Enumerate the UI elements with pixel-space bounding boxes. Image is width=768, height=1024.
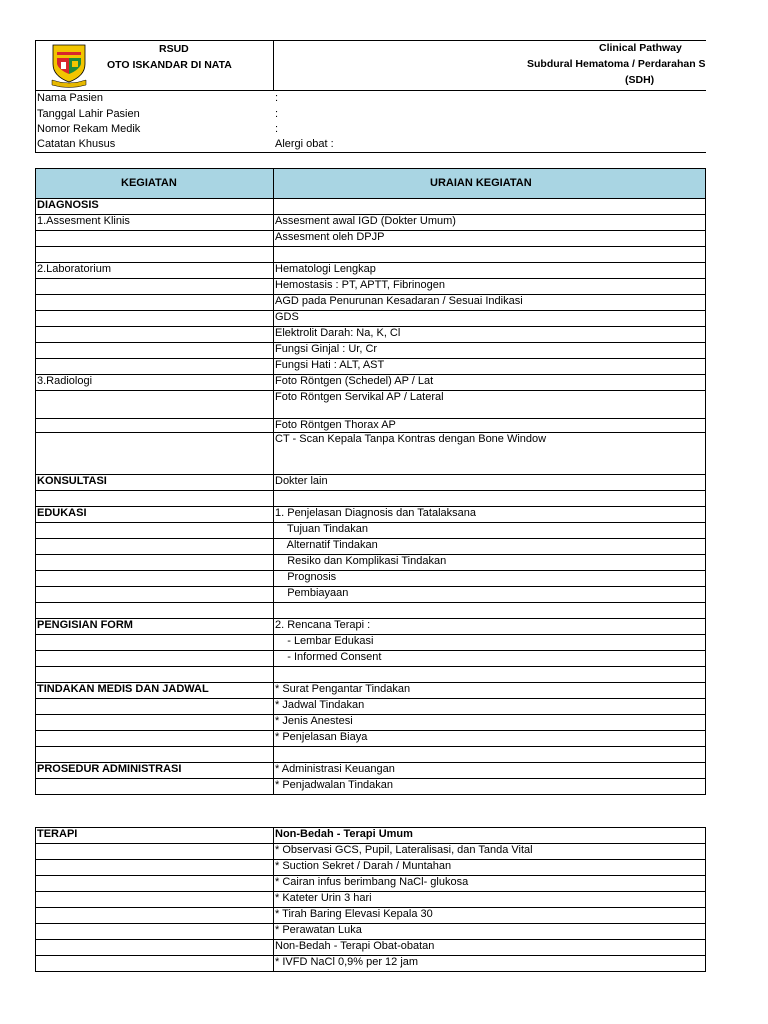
table-row: [35, 682, 706, 698]
row-activity-label: 1.Assesment Klinis: [37, 215, 130, 227]
hospital-logo-icon: [49, 42, 89, 88]
document-header: [35, 40, 706, 91]
table-row: [35, 432, 706, 474]
table-row: [35, 762, 706, 778]
row-activity-detail: Alternatif Tindakan: [275, 539, 378, 551]
table-row: [35, 522, 706, 538]
table-row: [35, 778, 706, 794]
table-row: [35, 714, 706, 730]
row-activity-detail: * Surat Pengantar Tindakan: [275, 683, 411, 695]
table-border-bottom: [35, 794, 706, 795]
row-activity-detail: * Penjelasan Biaya: [275, 731, 368, 743]
table-row: [35, 746, 706, 762]
row-activity-label: 3.Radiologi: [37, 375, 93, 387]
row-activity-label: KONSULTASI: [37, 475, 107, 487]
row-activity-detail: Dokter lain: [275, 475, 328, 487]
row-activity-detail: * Kateter Urin 3 hari: [275, 892, 372, 904]
row-activity-label: TERAPI: [37, 828, 78, 840]
patient-name-label: Nama Pasien: [37, 92, 104, 104]
row-activity-label: PENGISIAN FORM: [37, 619, 133, 631]
patient-dob-label: Tanggal Lahir Pasien: [37, 108, 140, 120]
row-activity-label: EDUKASI: [37, 507, 87, 519]
table-row: [35, 698, 706, 714]
patient-info: [35, 91, 706, 153]
row-activity-label: 2.Laboratorium: [37, 263, 111, 275]
table-row: [35, 374, 706, 390]
row-activity-detail: * Suction Sekret / Darah / Muntahan: [275, 860, 452, 872]
table-row: [35, 586, 706, 602]
table-row: [35, 634, 706, 650]
doc-abbrev: (SDH): [625, 74, 655, 86]
table-row: [35, 198, 706, 214]
row-activity-detail: Tujuan Tindakan: [275, 523, 368, 535]
row-activity-detail: Elektrolit Darah: Na, K, Cl: [275, 327, 401, 339]
table-row: [35, 955, 706, 971]
medical-record-value[interactable]: :: [275, 123, 279, 135]
table-row: [35, 418, 706, 432]
table-row: [35, 358, 706, 374]
table-row: [35, 490, 706, 506]
row-activity-detail: * Cairan infus berimbang NaCl- glukosa: [275, 876, 469, 888]
special-notes-label: Catatan Khusus: [37, 138, 116, 150]
doc-title: Clinical Pathway: [599, 42, 682, 54]
row-activity-detail: Assesment oleh DPJP: [275, 231, 385, 243]
patient-dob-value[interactable]: :: [275, 108, 279, 120]
table-row: [35, 310, 706, 326]
table-row: [35, 246, 706, 262]
row-activity-detail: AGD pada Penurunan Kesadaran / Sesuai Indikasi: [275, 295, 523, 307]
table-row: [35, 618, 706, 634]
table-row: [35, 843, 706, 859]
row-activity-label: TINDAKAN MEDIS DAN JADWAL: [37, 683, 209, 695]
row-activity-detail: 1. Penjelasan Diagnosis dan Tatalaksana: [275, 507, 476, 519]
table-row: [35, 666, 706, 682]
table-row: [35, 278, 706, 294]
table-row: [35, 650, 706, 666]
row-activity-detail: Resiko dan Komplikasi Tindakan: [275, 555, 447, 567]
column-header-uraian: URAIAN KEGIATAN: [430, 177, 532, 189]
table-row: [35, 506, 706, 522]
table-row: [35, 342, 706, 358]
table-row: [35, 326, 706, 342]
row-activity-label: PROSEDUR ADMINISTRASI: [37, 763, 182, 775]
row-activity-detail: * Perawatan Luka: [275, 924, 362, 936]
table-row: [35, 827, 706, 843]
table-row: [35, 538, 706, 554]
doc-subtitle: Subdural Hematoma / Perdarahan S: [527, 58, 706, 70]
table-row: [35, 875, 706, 891]
table-row: [35, 214, 706, 230]
row-activity-detail: * Observasi GCS, Pupil, Lateralisasi, dan Tanda Vital: [275, 844, 533, 856]
row-activity-detail: - Informed Consent: [275, 651, 382, 663]
table-row: [35, 730, 706, 746]
column-header-kegiatan: KEGIATAN: [121, 177, 177, 189]
table-row: [35, 859, 706, 875]
table-row: [35, 939, 706, 955]
table-row: [35, 923, 706, 939]
row-activity-detail: Assesment awal IGD (Dokter Umum): [275, 215, 456, 227]
row-activity-detail: * Penjadwalan Tindakan: [275, 779, 394, 791]
row-activity-label: DIAGNOSIS: [37, 199, 99, 211]
row-activity-detail: * Tirah Baring Elevasi Kepala 30: [275, 908, 433, 920]
table-row: [35, 294, 706, 310]
table-row: [35, 474, 706, 490]
medical-record-label: Nomor Rekam Medik: [37, 123, 141, 135]
table-row: [35, 230, 706, 246]
row-activity-detail: GDS: [275, 311, 299, 323]
table-border-bottom: [35, 971, 706, 972]
row-activity-detail: - Lembar Edukasi: [275, 635, 374, 647]
row-activity-detail: Prognosis: [275, 571, 337, 583]
table-row: [35, 570, 706, 586]
row-activity-detail: * IVFD NaCl 0,9% per 12 jam: [275, 956, 419, 968]
row-activity-detail: Foto Röntgen Servikal AP / Lateral: [275, 391, 444, 403]
row-activity-detail: Hematologi Lengkap: [275, 263, 376, 275]
therapy-table: [35, 827, 706, 972]
row-activity-detail: * Jenis Anestesi: [275, 715, 353, 727]
row-activity-detail: * Administrasi Keuangan: [275, 763, 395, 775]
table-row: [35, 602, 706, 618]
table-row: [35, 262, 706, 278]
row-activity-detail: Foto Röntgen Thorax AP: [275, 419, 396, 431]
row-activity-detail: Fungsi Ginjal : Ur, Cr: [275, 343, 378, 355]
table-row: [35, 907, 706, 923]
row-activity-detail: 2. Rencana Terapi :: [275, 619, 371, 631]
hospital-name-line2: OTO ISKANDAR DI NATA: [107, 59, 232, 71]
patient-name-value[interactable]: :: [275, 92, 279, 104]
row-activity-detail: Hemostasis : PT, APTT, Fibrinogen: [275, 279, 445, 291]
table-row: [35, 390, 706, 418]
activity-table: [35, 168, 706, 798]
row-activity-detail: Fungsi Hati : ALT, AST: [275, 359, 385, 371]
row-activity-detail: Non-Bedah - Terapi Umum: [275, 828, 413, 840]
row-activity-detail: Pembiayaan: [275, 587, 349, 599]
table-row: [35, 891, 706, 907]
table-border-top: [35, 168, 706, 169]
table-row: [35, 554, 706, 570]
row-activity-detail: CT - Scan Kepala Tanpa Kontras dengan Bone Window: [275, 433, 547, 445]
drug-allergy-field[interactable]: Alergi obat :: [275, 138, 334, 150]
row-activity-detail: Non-Bedah - Terapi Obat-obatan: [275, 940, 435, 952]
row-activity-detail: Foto Röntgen (Schedel) AP / Lat: [275, 375, 434, 387]
row-activity-detail: * Jadwal Tindakan: [275, 699, 365, 711]
hospital-name-line1: RSUD: [159, 43, 189, 55]
